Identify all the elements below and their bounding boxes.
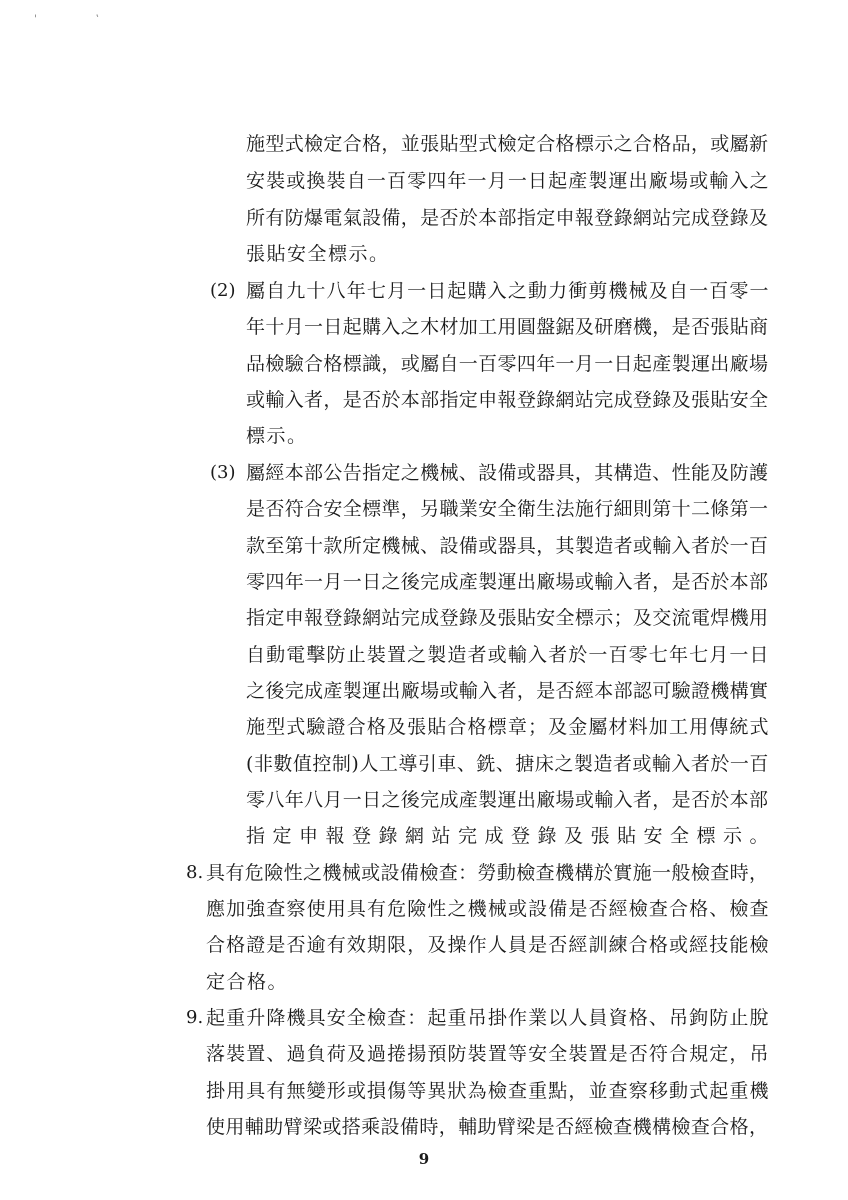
item-marker: (3): [210, 462, 236, 483]
text-line: 合格證是否逾有效期限，及操作人員是否經訓練合格或經技能檢: [206, 934, 770, 956]
text-line: 張貼安全標示。: [246, 243, 390, 265]
text-line: 指定申報登錄網站完成登錄及張貼安全標示；及交流電焊機用: [246, 607, 769, 629]
text-line: (非數值控制)人工導引車、銑、搪床之製造者或輸入者於一百: [246, 753, 769, 775]
text-line: 施型式驗證合格及張貼合格標章；及金屬材料加工用傳統式: [246, 716, 770, 738]
text-line: 所有防爆電氣設備，是否於本部指定申報登錄網站完成登錄及: [246, 207, 769, 229]
text-line: 起重升降機具安全檢查：起重吊掛作業以人員資格、吊鉤防止脫: [206, 1007, 770, 1029]
text-line: 品檢驗合格標識，或屬自一百零四年一月一日起產製運出廠場: [246, 353, 769, 375]
text-line: 掛用具有無變形或損傷等異狀為檢查重點，並查察移動式起重機: [206, 1080, 770, 1102]
scan-corner-marks: ' ‛: [34, 14, 128, 25]
text-line: 應加強查察使用具有危險性之機械或設備是否經檢查合格、檢查: [206, 898, 770, 920]
text-line: 落裝置、過負荷及過捲揚預防裝置等安全裝置是否符合規定，吊: [206, 1043, 770, 1065]
text-line: 定合格。: [206, 971, 289, 993]
text-line: 指定申報登錄網站完成登錄及張貼安全標示。: [246, 825, 777, 847]
text-line: 自動電擊防止裝置之製造者或輸入者於一百零七年七月一日: [246, 644, 770, 666]
text-line: 標示。: [246, 425, 308, 447]
text-line: 零四年一月一日之後完成產製運出廠場或輸入者，是否於本部: [246, 571, 769, 593]
text-line: 屬自九十八年七月一日起購入之動力衝剪機械及自一百零一: [246, 280, 770, 302]
text-line: 安裝或換裝自一百零四年一月一日起產製運出廠場或輸入之: [246, 170, 770, 192]
text-line: 之後完成產製運出廠場或輸入者，是否經本部認可驗證機構實: [246, 680, 769, 702]
text-line: 是否符合安全標準，另職業安全衛生法施行細則第十二條第一: [246, 498, 769, 520]
item-marker: 8.: [186, 862, 204, 883]
text-line: 施型式檢定合格，並張貼型式檢定合格標示之合格品，或屬新: [246, 133, 769, 155]
text-line: 年十月一日起購入之木材加工用圓盤鋸及研磨機，是否張貼商: [246, 316, 769, 338]
item-marker: 9.: [186, 1007, 204, 1028]
text-line: 使用輔助臂梁或搭乘設備時，輔助臂梁是否經檢查機構檢查合格，: [206, 1116, 769, 1138]
text-line: 零八年八月一日之後完成產製運出廠場或輸入者，是否於本部: [246, 789, 769, 811]
text-line: 屬經本部公告指定之機械、設備或器具，其構造、性能及防護: [246, 462, 769, 484]
text-line: 款至第十款所定機械、設備或器具，其製造者或輸入者於一百: [246, 535, 769, 557]
page-number: 9: [418, 1150, 430, 1168]
text-line: 具有危險性之機械或設備檢查：勞動檢查機構於實施一般檢查時，: [206, 862, 769, 884]
item-marker: (2): [210, 280, 236, 301]
text-line: 或輸入者，是否於本部指定申報登錄網站完成登錄及張貼安全: [246, 389, 769, 411]
